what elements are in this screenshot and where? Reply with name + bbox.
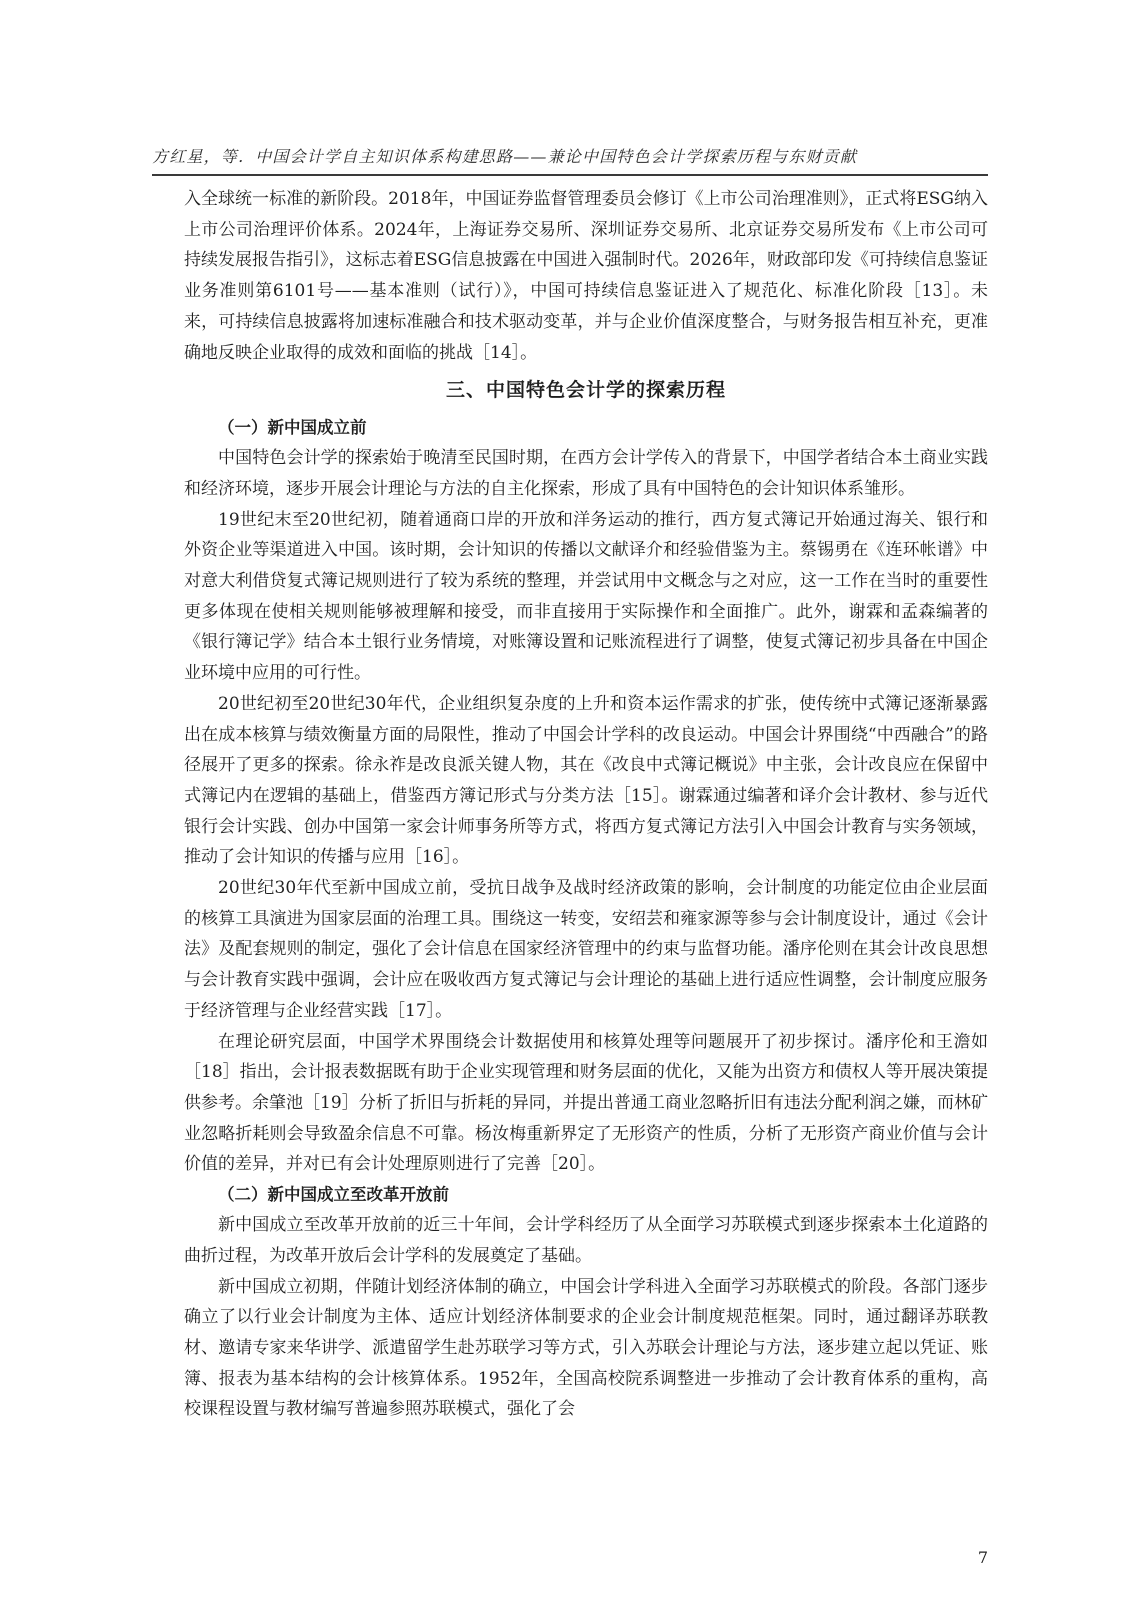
running-header: 方红星，等．中国会计学自主知识体系构建思路——兼论中国特色会计学探索历程与东财贡献 — [152, 147, 858, 166]
subsection-heading-2: （二）新中国成立至改革开放前 — [218, 1185, 449, 1205]
paragraph: 新中国成立至改革开放前的近三十年间，会计学科经历了从全面学习苏联模式到逐步探索本土化道路的曲折过程，为改革开放后会计学科的发展奠定了基础。 — [184, 1215, 988, 1266]
paragraph: 新中国成立初期，伴随计划经济体制的确立，中国会计学科进入全面学习苏联模式的阶段。各部门逐步确立了以行业会计制度为主体、适应计划经济体制要求的企业会计制度规范框架。同时，通过翻译苏联教材、邀请专家来华讲学、派遣留学生赴苏联学习等方式，引入苏联会计理论与方法，逐步建立起以凭证、账簿、报表为基本结构的会计核算体系。1952年，全国高校院系调整进一步推动了会计教育体系的重构，高校课程设置与教材编写普遍参照苏联模式，强化了会 — [184, 1276, 988, 1420]
paragraph: 中国特色会计学的探索始于晚清至民国时期，在西方会计学传入的背景下，中国学者结合本土商业实践和经济环境，逐步开展会计理论与方法的自主化探索，形成了具有中国特色的会计知识体系雏形。 — [184, 448, 988, 499]
subsection-heading-1: （一）新中国成立前 — [218, 418, 367, 438]
paragraph: 20世纪初至20世纪30年代，企业组织复杂度的上升和资本运作需求的扩张，使传统中式簿记逐渐暴露出在成本核算与绩效衡量方面的局限性，推动了中国会计学科的改良运动。中国会计界围绕“中西融合”的路径展开了更多的探索。徐永祚是改良派关键人物，其在《改良中式簿记概说》中主张，会计改良应在保留中式簿记内在逻辑的基础上，借鉴西方簿记形式与分类方法［15］。谢霖通过编著和译介会计教材、参与近代银行会计实践、创办中国第一家会计师事务所等方式，将西方复式簿记方法引入中国会计教育与实务领域，推动了会计知识的传播与应用［16］。 — [184, 693, 988, 868]
paragraph: 19世纪末至20世纪初，随着通商口岸的开放和洋务运动的推行，西方复式簿记开始通过海关、银行和外资企业等渠道进入中国。该时期，会计知识的传播以文献译介和经验借鉴为主。蔡锡勇在《连环帐谱》中对意大利借贷复式簿记规则进行了较为系统的整理，并尝试用中文概念与之对应，这一工作在当时的重要性更多体现在使相关规则能够被理解和接受，而非直接用于实际操作和全面推广。此外，谢霖和孟森编著的《银行簿记学》结合本土银行业务情境，对账簿设置和记账流程进行了调整，使复式簿记初步具备在中国企业环境中应用的可行性。 — [184, 509, 988, 684]
page-number: 7 — [977, 1548, 988, 1567]
paragraph: 20世纪30年代至新中国成立前，受抗日战争及战时经济政策的影响，会计制度的功能定位由企业层面的核算工具演进为国家层面的治理工具。围绕这一转变，安绍芸和雍家源等参与会计制度设计，通过《会计法》及配套规则的制定，强化了会计信息在国家经济管理中的约束与监督功能。潘序伦则在其会计改良思想与会计教育实践中强调，会计应在吸收西方复式簿记与会计理论的基础上进行适应性调整，会计制度应服务于经济管理与企业经营实践［17］。 — [184, 878, 988, 1021]
paragraph-continued: 入全球统一标准的新阶段。2018年，中国证券监督管理委员会修订《上市公司治理准则》，正式将ESG纳入上市公司治理评价体系。2024年，上海证券交易所、深圳证券交易所、北京证券交易所发布《上市公司可持续发展报告指引》，这标志着ESG信息披露在中国进入强制时代。2026年，财政部印发《可持续信息鉴证业务准则第6101号——基本准则（试行）》，中国可持续信息鉴证进入了规范化、标准化阶段［13］。未来，可持续信息披露将加速标准融合和技术驱动变革，并与企业价值深度整合，与财务报告相互补充，更准确地反映企业取得的成效和面临的挑战［14］。 — [184, 189, 988, 363]
paragraph: 在理论研究层面，中国学术界围绕会计数据使用和核算处理等问题展开了初步探讨。潘序伦和王澹如［18］指出，会计报表数据既有助于企业实现管理和财务层面的优化，又能为出资方和债权人等开展决策提供参考。余肇池［19］分析了折旧与折耗的异同，并提出普通工商业忽略折旧有违法分配利润之嫌，而林矿业忽略折耗则会导致盈余信息不可靠。杨汝梅重新界定了无形资产的性质，分析了无形资产商业价值与会计价值的差异，并对已有会计处理原则进行了完善［20］。 — [184, 1031, 988, 1175]
header-rule — [152, 174, 988, 176]
section-heading: 三、中国特色会计学的探索历程 — [445, 379, 726, 402]
body-text — [184, 184, 988, 1425]
